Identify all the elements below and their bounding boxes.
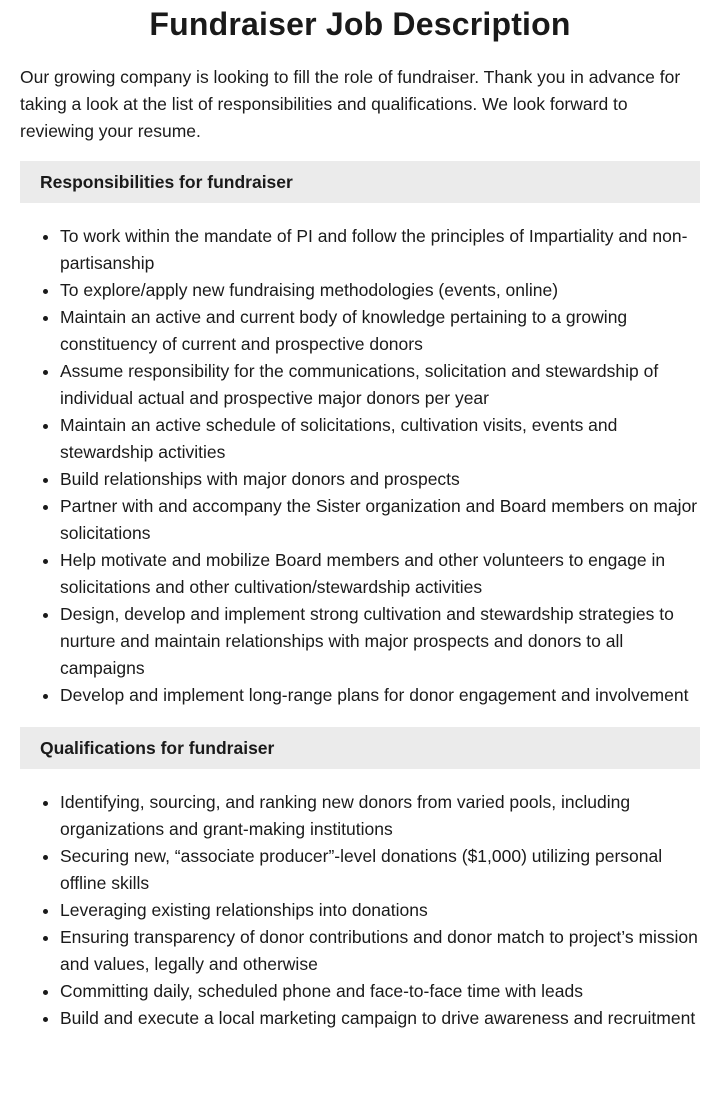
list-item: • Maintain an active schedule of solicitations, cultivation visits, events and stewardship activities — [60, 412, 700, 466]
qualifications-list — [20, 789, 700, 1032]
list-item: • Identifying, sourcing, and ranking new donors from varied pools, including organizations and grant-making institutions — [60, 789, 700, 843]
list-item: • Ensuring transparency of donor contributions and donor match to project’s mission and values, legally and otherwise — [60, 924, 700, 978]
list-item: • Help motivate and mobilize Board members and other volunteers to engage in solicitations and other cultivation/stewardship activities — [60, 547, 700, 601]
responsibilities-heading: Responsibilities for fundraiser — [20, 161, 700, 203]
list-item: • To work within the mandate of PI and follow the principles of Impartiality and non- partisanship — [60, 223, 700, 277]
list-item: • Build and execute a local marketing campaign to drive awareness and recruitment — [60, 1005, 700, 1032]
list-item: • Partner with and accompany the Sister organization and Board members on major solicitations — [60, 493, 700, 547]
list-item: • Maintain an active and current body of knowledge pertaining to a growing constituency of current and prospective donors — [60, 304, 700, 358]
list-item: • Committing daily, scheduled phone and face-to-face time with leads — [60, 978, 700, 1005]
list-item: • Assume responsibility for the communications, solicitation and stewardship of individual actual and prospective major donors per year — [60, 358, 700, 412]
list-item: • Develop and implement long-range plans for donor engagement and involvement — [60, 682, 700, 709]
responsibilities-list — [20, 223, 700, 709]
intro-paragraph: Our growing company is looking to fill the role of fundraiser. Thank you in advance for taking a look at the list of responsibilities and qualifications. We look forward to reviewing your resume. — [20, 67, 681, 141]
qualifications-heading: Qualifications for fundraiser — [20, 727, 700, 769]
list-item: • To explore/apply new fundraising methodologies (events, online) — [60, 277, 700, 304]
list-item: • Design, develop and implement strong cultivation and stewardship strategies to nurture and maintain relationships with major prospects and donors to all campaigns — [60, 601, 700, 682]
page-title: Fundraiser Job Description — [149, 6, 571, 42]
list-item: • Securing new, “associate producer”-level donations ($1,000) utilizing personal offline skills — [60, 843, 700, 897]
list-item: • Leveraging existing relationships into donations — [60, 897, 700, 924]
list-item: • Build relationships with major donors and prospects — [60, 466, 700, 493]
